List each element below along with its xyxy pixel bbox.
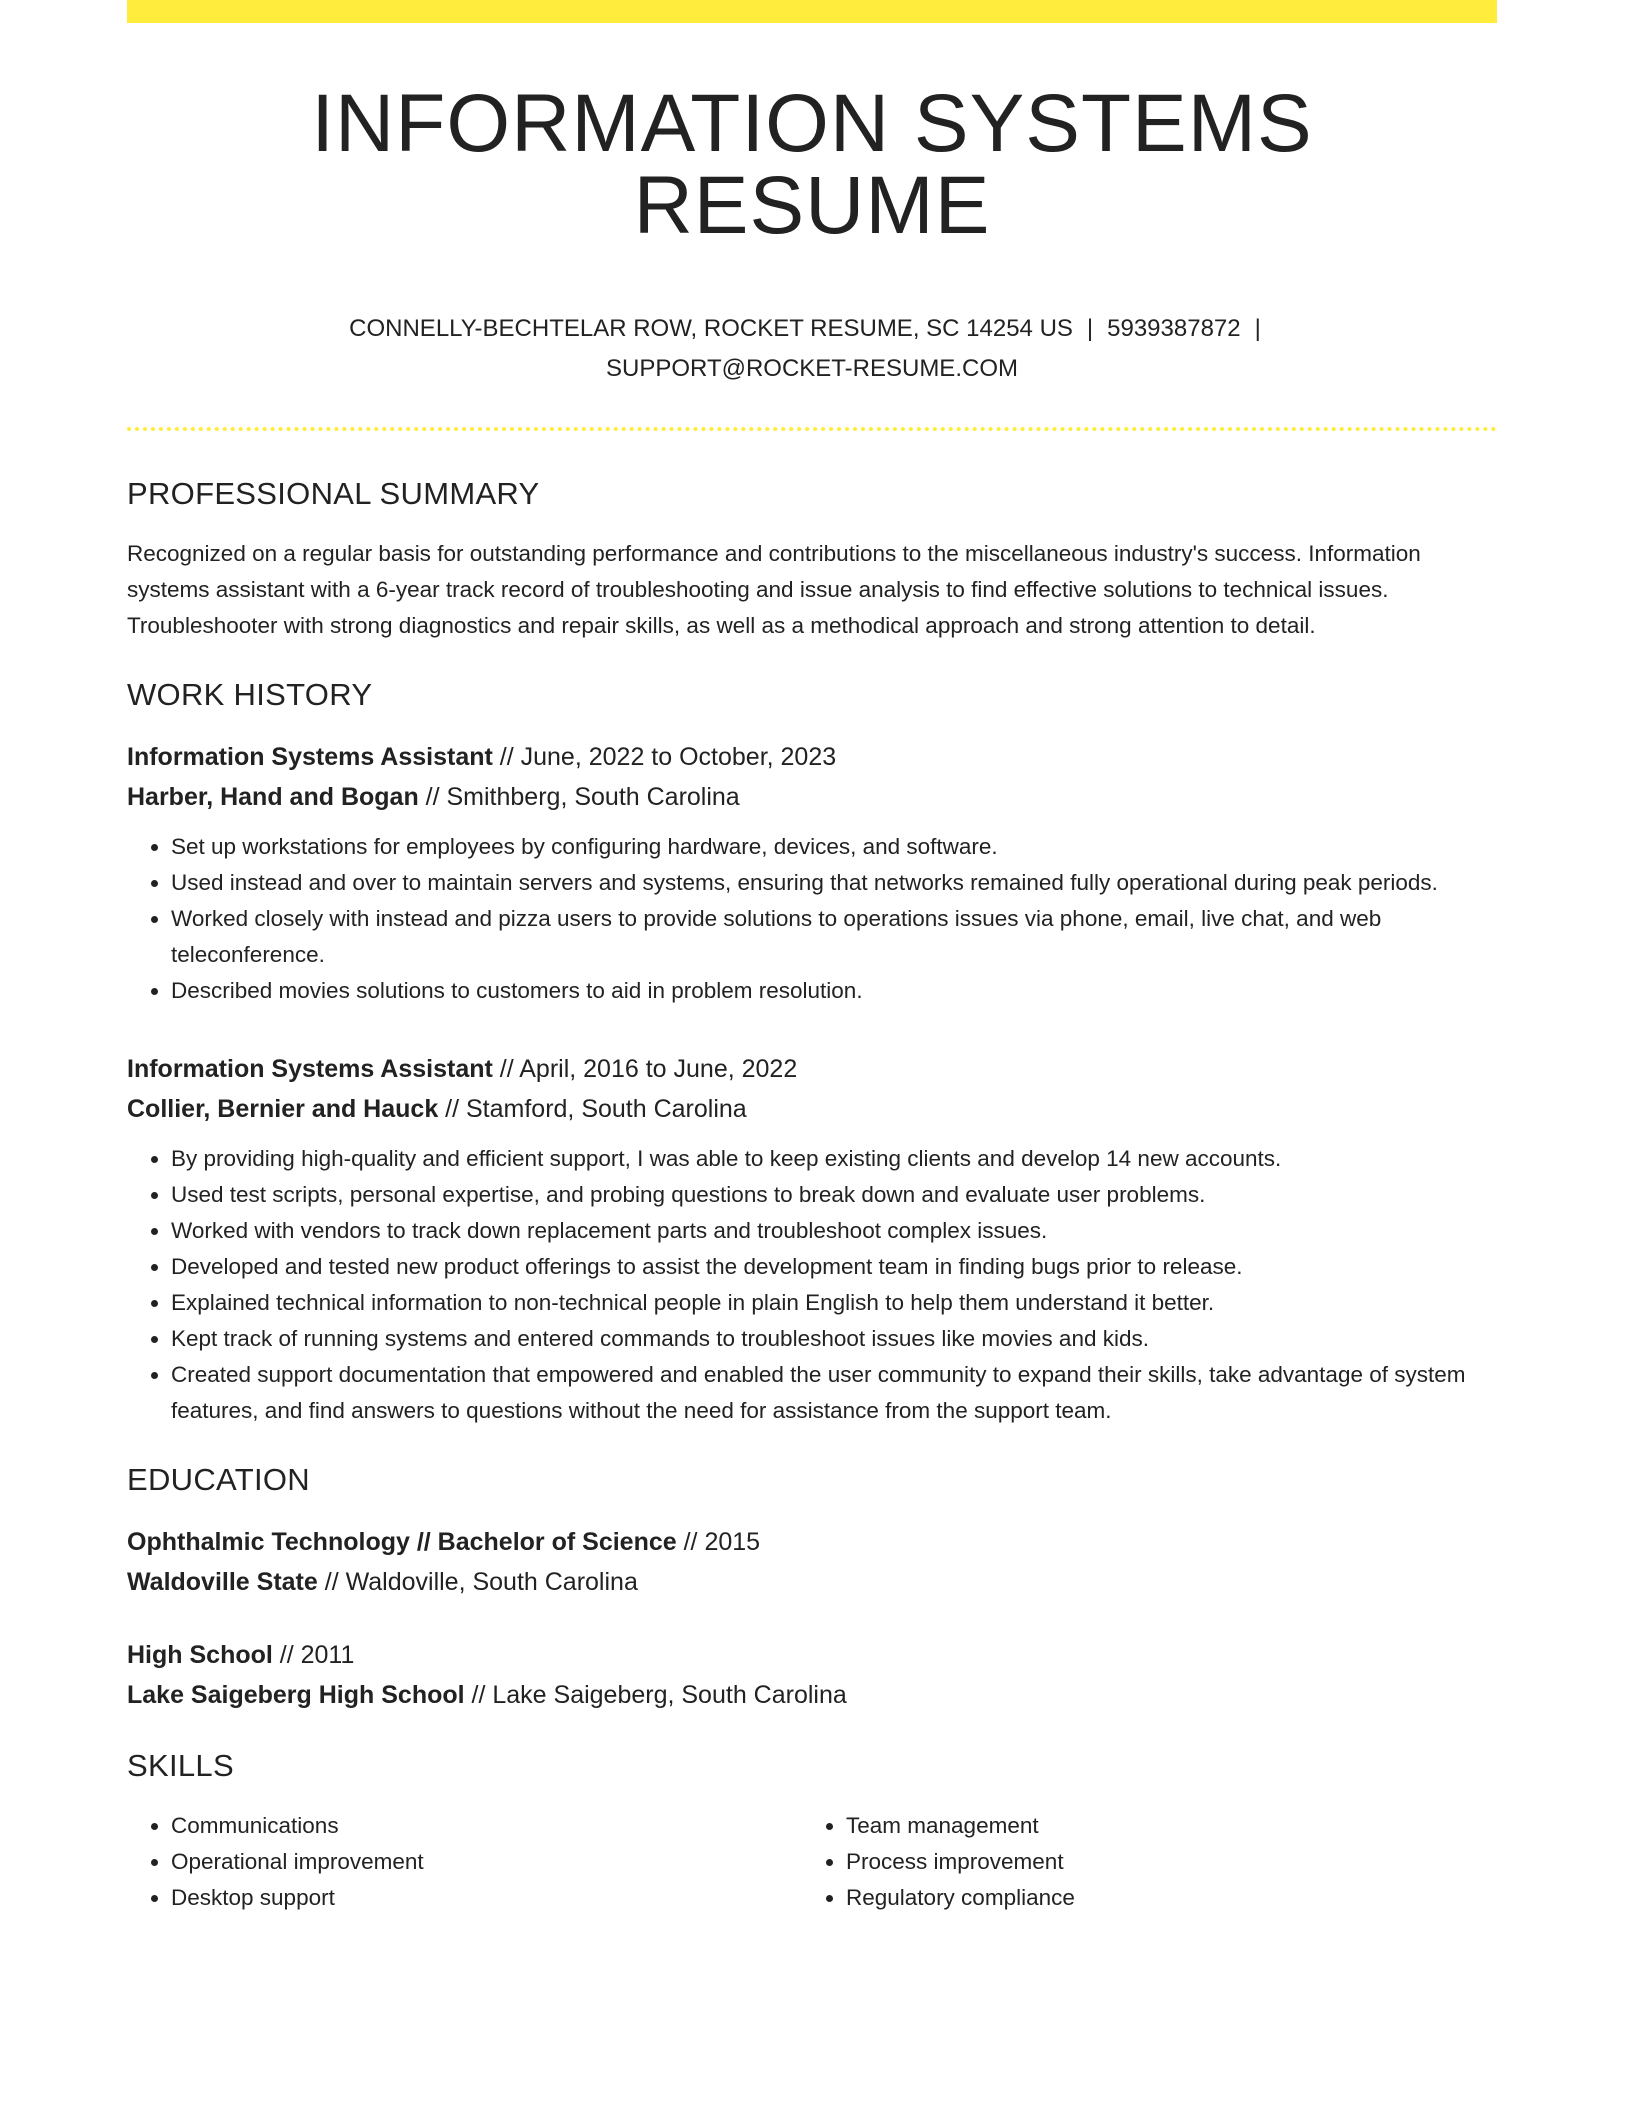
skills-heading: SKILLS: [127, 1748, 234, 1784]
skill-item: • Process improvement: [846, 1844, 1477, 1880]
skills-column-left: [127, 1808, 802, 1916]
resume-page: [127, 0, 1497, 1916]
job-role-line: [127, 737, 1497, 777]
skill-item: • Team management: [846, 1808, 1477, 1844]
job-bullets: [127, 829, 1497, 1009]
summary-text: Recognized on a regular basis for outstanding performance and contributions to the miscellaneous industry's success. Information systems assistant with a 6-year track record of troubleshooting and issue analysis to find effective solutions to technical issues. Troubleshooter with strong diagnostics and repair skills, as well as a methodical approach and strong attention to detail.: [127, 541, 1421, 639]
contact-separator: |: [1254, 315, 1261, 342]
list-item: • Worked with vendors to track down replacement parts and troubleshoot complex issues.: [171, 1213, 1497, 1249]
skill-item: • Desktop support: [171, 1880, 802, 1916]
education-entry: [127, 1522, 1497, 1602]
phone: 5939387872: [1107, 315, 1241, 342]
job-entry: [127, 1049, 1497, 1429]
job-company: Harber, Hand and Bogan: [127, 783, 419, 812]
list-item: • By providing high-quality and efficient support, I was able to keep existing clients and develop 14 new accounts.: [171, 1141, 1497, 1177]
job-company-line: [127, 1089, 1497, 1129]
summary-heading: PROFESSIONAL SUMMARY: [127, 476, 540, 511]
contact-separator: |: [1086, 315, 1094, 342]
list-item: • Set up workstations for employees by configuring hardware, devices, and software.: [171, 829, 1497, 865]
skill-item: • Regulatory compliance: [846, 1880, 1477, 1916]
list-item: • Worked closely with instead and pizza users to provide solutions to operations issues via phone, email, live chat, and web teleconference.: [171, 901, 1497, 973]
education-degree: High School: [127, 1641, 273, 1670]
skills-column-right: [802, 1808, 1477, 1916]
resume-title: INFORMATION SYSTEMS RESUME: [311, 78, 1313, 251]
job-dates: // April, 2016 to June, 2022: [492, 1055, 798, 1084]
list-item: • Kept track of running systems and entered commands to troubleshoot issues like movies and kids.: [171, 1321, 1497, 1357]
education-school: Waldoville State: [127, 1568, 318, 1597]
contact-info: [127, 309, 1497, 389]
job-bullets: [127, 1141, 1497, 1429]
education-school-line: [127, 1675, 1497, 1715]
education-location: // Waldoville, South Carolina: [317, 1568, 638, 1597]
education-year: // 2015: [676, 1528, 761, 1557]
skill-item: • Operational improvement: [171, 1844, 802, 1880]
education-year: // 2011: [272, 1641, 355, 1670]
list-item: • Developed and tested new product offerings to assist the development team in finding bugs prior to release.: [171, 1249, 1497, 1285]
skills-bullets: [802, 1808, 1477, 1916]
education-heading: EDUCATION: [127, 1462, 310, 1498]
job-location: // Stamford, South Carolina: [438, 1095, 747, 1124]
education-school: Lake Saigeberg High School: [127, 1681, 465, 1710]
education-degree-line: [127, 1635, 1497, 1675]
list-item: • Explained technical information to non-technical people in plain English to help them understand it better.: [171, 1285, 1497, 1321]
list-item: • Described movies solutions to customers to aid in problem resolution.: [171, 973, 1497, 1009]
job-entry: [127, 737, 1497, 1009]
job-dates: // June, 2022 to October, 2023: [492, 743, 837, 772]
list-item: • Used instead and over to maintain servers and systems, ensuring that networks remained fully operational during peak periods.: [171, 865, 1497, 901]
education-degree: Ophthalmic Technology // Bachelor of Science: [127, 1528, 677, 1557]
skill-item: • Communications: [171, 1808, 802, 1844]
education-school-line: [127, 1562, 1497, 1602]
job-role: Information Systems Assistant: [127, 743, 493, 772]
education-entry: [127, 1635, 1497, 1715]
education-location: // Lake Saigeberg, South Carolina: [464, 1681, 847, 1710]
job-role: Information Systems Assistant: [127, 1055, 493, 1084]
email: SUPPORT@ROCKET-RESUME.COM: [606, 355, 1018, 382]
contact-line-1: [127, 309, 1497, 349]
job-role-line: [127, 1049, 1497, 1089]
list-item: • Created support documentation that empowered and enabled the user community to expand their skills, take advantage of system features, and find answers to questions without the need for assistance from the support team.: [171, 1357, 1497, 1429]
education-degree-line: [127, 1522, 1497, 1562]
dotted-divider: [127, 427, 1497, 431]
job-location: // Smithberg, South Carolina: [418, 783, 740, 812]
address: CONNELLY-BECHTELAR ROW, ROCKET RESUME, SC 14254 US: [349, 315, 1073, 342]
job-company: Collier, Bernier and Hauck: [127, 1095, 439, 1124]
top-accent-bar: [127, 0, 1497, 23]
skills-list: [127, 1808, 1497, 1916]
job-company-line: [127, 777, 1497, 817]
list-item: • Used test scripts, personal expertise, and probing questions to break down and evaluate user problems.: [171, 1177, 1497, 1213]
contact-line-2: [127, 349, 1497, 389]
work-history-heading: WORK HISTORY: [127, 677, 373, 713]
skills-bullets: [127, 1808, 802, 1916]
